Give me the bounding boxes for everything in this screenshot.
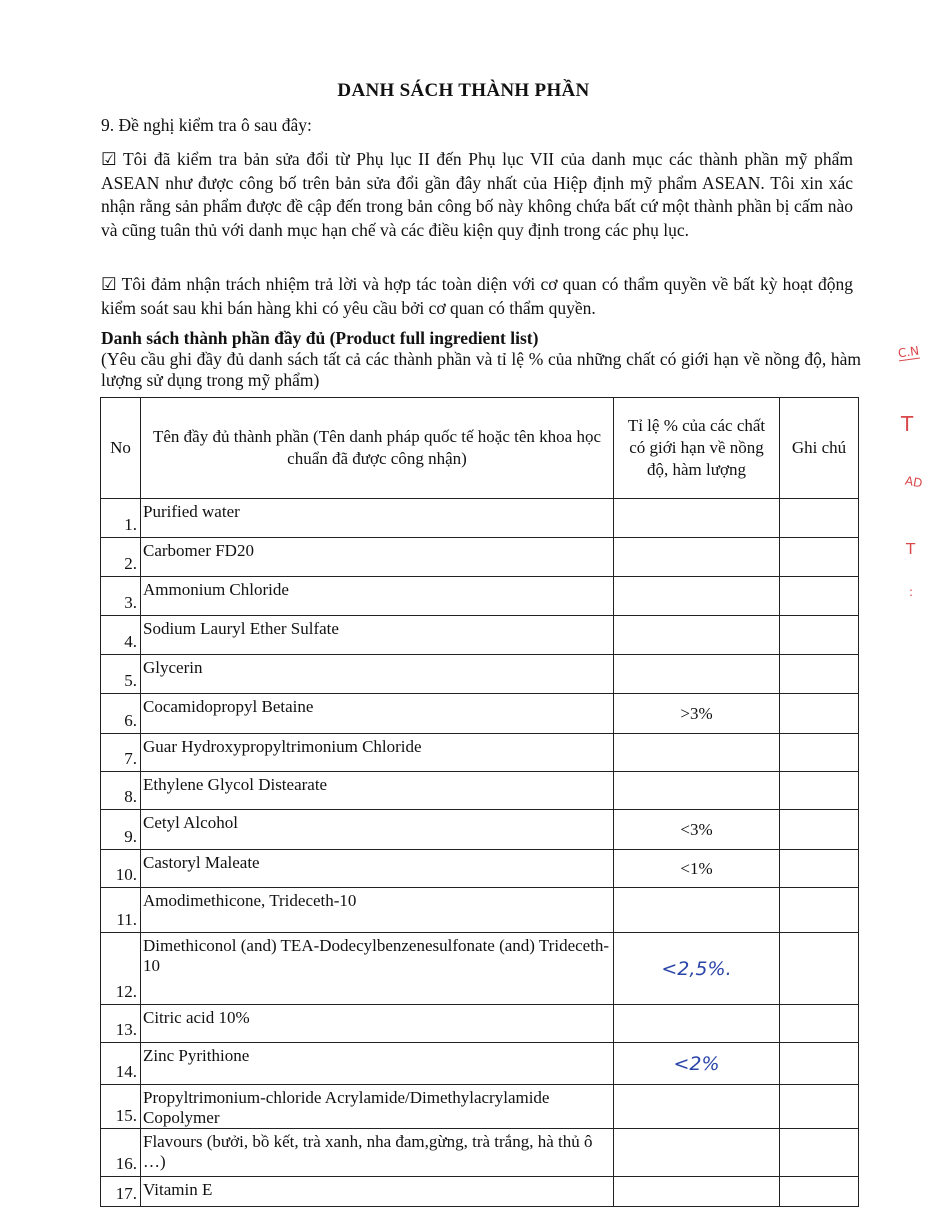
row-number: 15. bbox=[101, 1085, 141, 1129]
table-row bbox=[101, 499, 859, 538]
row-number: 17. bbox=[101, 1177, 141, 1207]
ingredient-name: Castoryl Maleate bbox=[141, 850, 614, 888]
ingredient-name: Amodimethicone, Trideceth-10 bbox=[141, 888, 614, 933]
row-number: 3. bbox=[101, 577, 141, 616]
declaration-checkbox-2: ☑ Tôi đảm nhận trách nhiệm trả lời và hợp tác toàn diện với cơ quan có thẩm quyền về bất kỳ hoạt động kiểm soát sau khi bán hàng khi có yêu cầu bởi cơ quan có thẩm quyền. bbox=[101, 274, 853, 318]
section-9-heading: 9. Đề nghị kiểm tra ô sau đây: bbox=[101, 115, 312, 135]
stamp-fragment: T bbox=[901, 412, 914, 436]
ingredient-ratio bbox=[614, 655, 780, 694]
table-row bbox=[101, 888, 859, 933]
row-number: 11. bbox=[101, 888, 141, 933]
ingredient-name: Vitamin E bbox=[141, 1177, 614, 1207]
row-number: 16. bbox=[101, 1129, 141, 1177]
ingredient-name: Citric acid 10% bbox=[141, 1005, 614, 1043]
ingredient-name: Carbomer FD20 bbox=[141, 538, 614, 577]
ingredient-list-note: (Yêu cầu ghi đầy đủ danh sách tất cả các thành phần và tỉ lệ % của những chất có giới hạn về nồng độ, hàm lượng sử dụng trong mỹ phẩm) bbox=[101, 349, 861, 390]
ingredient-name: Cocamidopropyl Betaine bbox=[141, 694, 614, 734]
row-number: 2. bbox=[101, 538, 141, 577]
ingredient-ratio bbox=[614, 538, 780, 577]
row-number: 1. bbox=[101, 499, 141, 538]
ingredient-note bbox=[780, 933, 859, 1005]
table-body bbox=[101, 499, 859, 1207]
table-row bbox=[101, 1043, 859, 1085]
ingredient-note bbox=[780, 850, 859, 888]
table-row bbox=[101, 933, 859, 1005]
ingredient-name: Sodium Lauryl Ether Sulfate bbox=[141, 616, 614, 655]
table-row bbox=[101, 577, 859, 616]
row-number: 10. bbox=[101, 850, 141, 888]
ingredient-ratio: <2,5%. bbox=[614, 933, 780, 1005]
row-number: 4. bbox=[101, 616, 141, 655]
ingredient-name: Ethylene Glycol Distearate bbox=[141, 772, 614, 810]
ingredient-ratio bbox=[614, 734, 780, 772]
row-number: 8. bbox=[101, 772, 141, 810]
table-row bbox=[101, 1129, 859, 1177]
stamp-fragment: : bbox=[909, 585, 914, 599]
ingredient-name: Dimethiconol (and) TEA-Dodecylbenzenesulfonate (and) Trideceth-10 bbox=[141, 933, 614, 1005]
ingredient-note bbox=[780, 655, 859, 694]
ingredient-ratio bbox=[614, 616, 780, 655]
header-ratio: Tỉ lệ % của các chất có giới hạn về nồng độ, hàm lượng bbox=[614, 398, 780, 499]
header-note: Ghi chú bbox=[780, 398, 859, 499]
ingredient-note bbox=[780, 734, 859, 772]
ingredient-ratio bbox=[614, 499, 780, 538]
page-title: DANH SÁCH THÀNH PHẦN bbox=[337, 80, 590, 101]
ingredient-ratio bbox=[614, 577, 780, 616]
ingredient-note bbox=[780, 1129, 859, 1177]
ingredient-name: Propyltrimonium-chloride Acrylamide/Dimethylacrylamide Copolymer bbox=[141, 1085, 614, 1129]
ingredient-ratio bbox=[614, 1005, 780, 1043]
ingredient-name: Cetyl Alcohol bbox=[141, 810, 614, 850]
header-no: No bbox=[101, 398, 141, 499]
ingredient-ratio bbox=[614, 772, 780, 810]
ingredient-ratio: <2% bbox=[614, 1043, 780, 1085]
ingredient-ratio: <1% bbox=[614, 850, 780, 888]
row-number: 12. bbox=[101, 933, 141, 1005]
table-row bbox=[101, 850, 859, 888]
ingredient-ratio bbox=[614, 888, 780, 933]
ingredient-ratio: <3% bbox=[614, 810, 780, 850]
ingredient-name: Flavours (bưởi, bồ kết, trà xanh, nha đam,gừng, trà trắng, hà thủ ô …) bbox=[141, 1129, 614, 1177]
stamp-fragment: AD bbox=[903, 473, 924, 491]
table-row bbox=[101, 810, 859, 850]
row-number: 7. bbox=[101, 734, 141, 772]
ingredient-note bbox=[780, 577, 859, 616]
stamp-fragment: T bbox=[906, 540, 916, 558]
ingredient-name: Ammonium Chloride bbox=[141, 577, 614, 616]
table-row bbox=[101, 538, 859, 577]
table-row bbox=[101, 734, 859, 772]
table-row bbox=[101, 655, 859, 694]
table-row bbox=[101, 772, 859, 810]
row-number: 9. bbox=[101, 810, 141, 850]
header-name: Tên đầy đủ thành phần (Tên danh pháp quốc tế hoặc tên khoa học chuẩn đã được công nhận) bbox=[141, 398, 614, 499]
ingredient-note bbox=[780, 694, 859, 734]
ingredient-name: Glycerin bbox=[141, 655, 614, 694]
row-number: 5. bbox=[101, 655, 141, 694]
ingredient-note bbox=[780, 810, 859, 850]
ingredient-note bbox=[780, 1005, 859, 1043]
ingredient-name: Zinc Pyrithione bbox=[141, 1043, 614, 1085]
table-row bbox=[101, 1177, 859, 1207]
row-number: 6. bbox=[101, 694, 141, 734]
ingredient-note bbox=[780, 772, 859, 810]
table-row bbox=[101, 1085, 859, 1129]
ingredient-name: Purified water bbox=[141, 499, 614, 538]
table-header-row bbox=[101, 398, 859, 499]
row-number: 13. bbox=[101, 1005, 141, 1043]
ingredient-name: Guar Hydroxypropyltrimonium Chloride bbox=[141, 734, 614, 772]
table-row bbox=[101, 1005, 859, 1043]
ingredient-ratio bbox=[614, 1129, 780, 1177]
stamp-fragment: C.N bbox=[897, 343, 920, 361]
declaration-checkbox-1: ☑ Tôi đã kiểm tra bản sửa đổi từ Phụ lục II đến Phụ lục VII của danh mục các thành phần mỹ phẩm ASEAN như được công bố trên bản sửa đổi gần đây nhất của Hiệp định mỹ phẩm ASEAN. Tôi xin xác nhận rằng sản phẩm được đề cập đến trong bản công bố này không chứa bất cứ một thành phần bị cấm nào và cũng tuân thủ với danh mục hạn chế và các điều kiện quy định trong các phụ lục. bbox=[101, 149, 853, 240]
ingredient-note bbox=[780, 1085, 859, 1129]
ingredient-table bbox=[100, 397, 859, 1207]
ingredient-note bbox=[780, 538, 859, 577]
row-number: 14. bbox=[101, 1043, 141, 1085]
ingredient-list-heading: Danh sách thành phần đầy đủ (Product full ingredient list) bbox=[101, 328, 539, 348]
table-row bbox=[101, 616, 859, 655]
ingredient-note bbox=[780, 616, 859, 655]
ingredient-ratio bbox=[614, 1177, 780, 1207]
ingredient-note bbox=[780, 888, 859, 933]
ingredient-note bbox=[780, 1177, 859, 1207]
ingredient-ratio: >3% bbox=[614, 694, 780, 734]
ingredient-note bbox=[780, 1043, 859, 1085]
table-row bbox=[101, 694, 859, 734]
ingredient-note bbox=[780, 499, 859, 538]
ingredient-ratio bbox=[614, 1085, 780, 1129]
